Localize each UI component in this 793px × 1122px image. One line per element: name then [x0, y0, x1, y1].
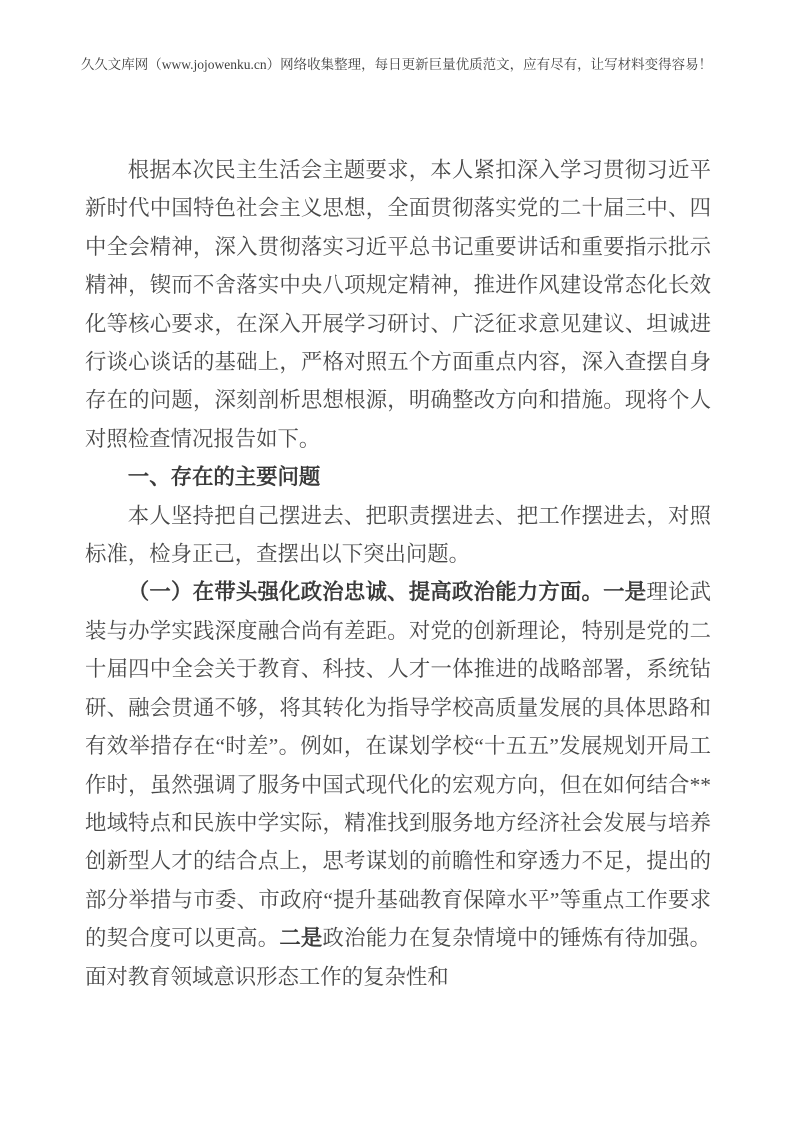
- bold-text-run: 一、存在的主要问题: [127, 465, 321, 490]
- paragraph: [85, 573, 711, 995]
- bold-text-run: 二是: [279, 926, 323, 951]
- text-run: 政治能力在复杂情境中的锤炼有待加强。面对教育领域意识形态工作的复杂性和: [85, 926, 711, 989]
- text-run: 理论武装与办学实践深度融合尚有差距。对党的创新理论，特别是党的二十届四中全会关于教育、科技、人才一体推进的战略部署，系统钻研、融会贯通不够，将其转化为指导学校高质量发展的具体思路和有效举措存在“时差”。例如，在谋划学校“十五五”发展规划开局工作时，虽然强调了服务中国式现代化的宏观方向，但在如何结合**地域特点和民族中学实际，精准找到服务地方经济社会发展与培养创新型人才的结合点上，思考谋划的前瞻性和穿透力不足，提出的部分举措与市委、市政府“提升基础教育保障水平”等重点工作要求的契合度可以更高。: [85, 580, 711, 951]
- page-header: [72, 53, 721, 76]
- paragraph: [85, 497, 711, 574]
- section-heading: [85, 458, 711, 496]
- bold-text-run: （一）在带头强化政治忠诚、提高政治能力方面。一是: [127, 580, 647, 605]
- text-run: 根据本次民主生活会主题要求，本人紧扣深入学习贯彻习近平新时代中国特色社会主义思想，全面贯彻落实党的二十届三中、四中全会精神，深入贯彻落实习近平总书记重要讲话和重要指示批示精神，锲而不舍落实中央八项规定精神，推进作风建设常态化长效化等核心要求，在深入开展学习研讨、广泛征求意见建议、坦诚进行谈心谈话的基础上，严格对照五个方面重点内容，深入查摆自身存在的问题，深刻剖析思想根源，明确整改方向和措施。现将个人对照检查情况报告如下。: [85, 158, 711, 451]
- header-text: 久久文库网（www.jojowenku.cn）网络收集整理，每日更新巨量优质范文，应有尽有，让写材料变得容易！: [80, 57, 713, 72]
- text-run: 本人坚持把自己摆进去、把职责摆进去、把工作摆进去，对照标准，检身正己，查摆出以下突出问题。: [85, 503, 711, 567]
- paragraph: [85, 151, 711, 458]
- document-body: [85, 151, 711, 996]
